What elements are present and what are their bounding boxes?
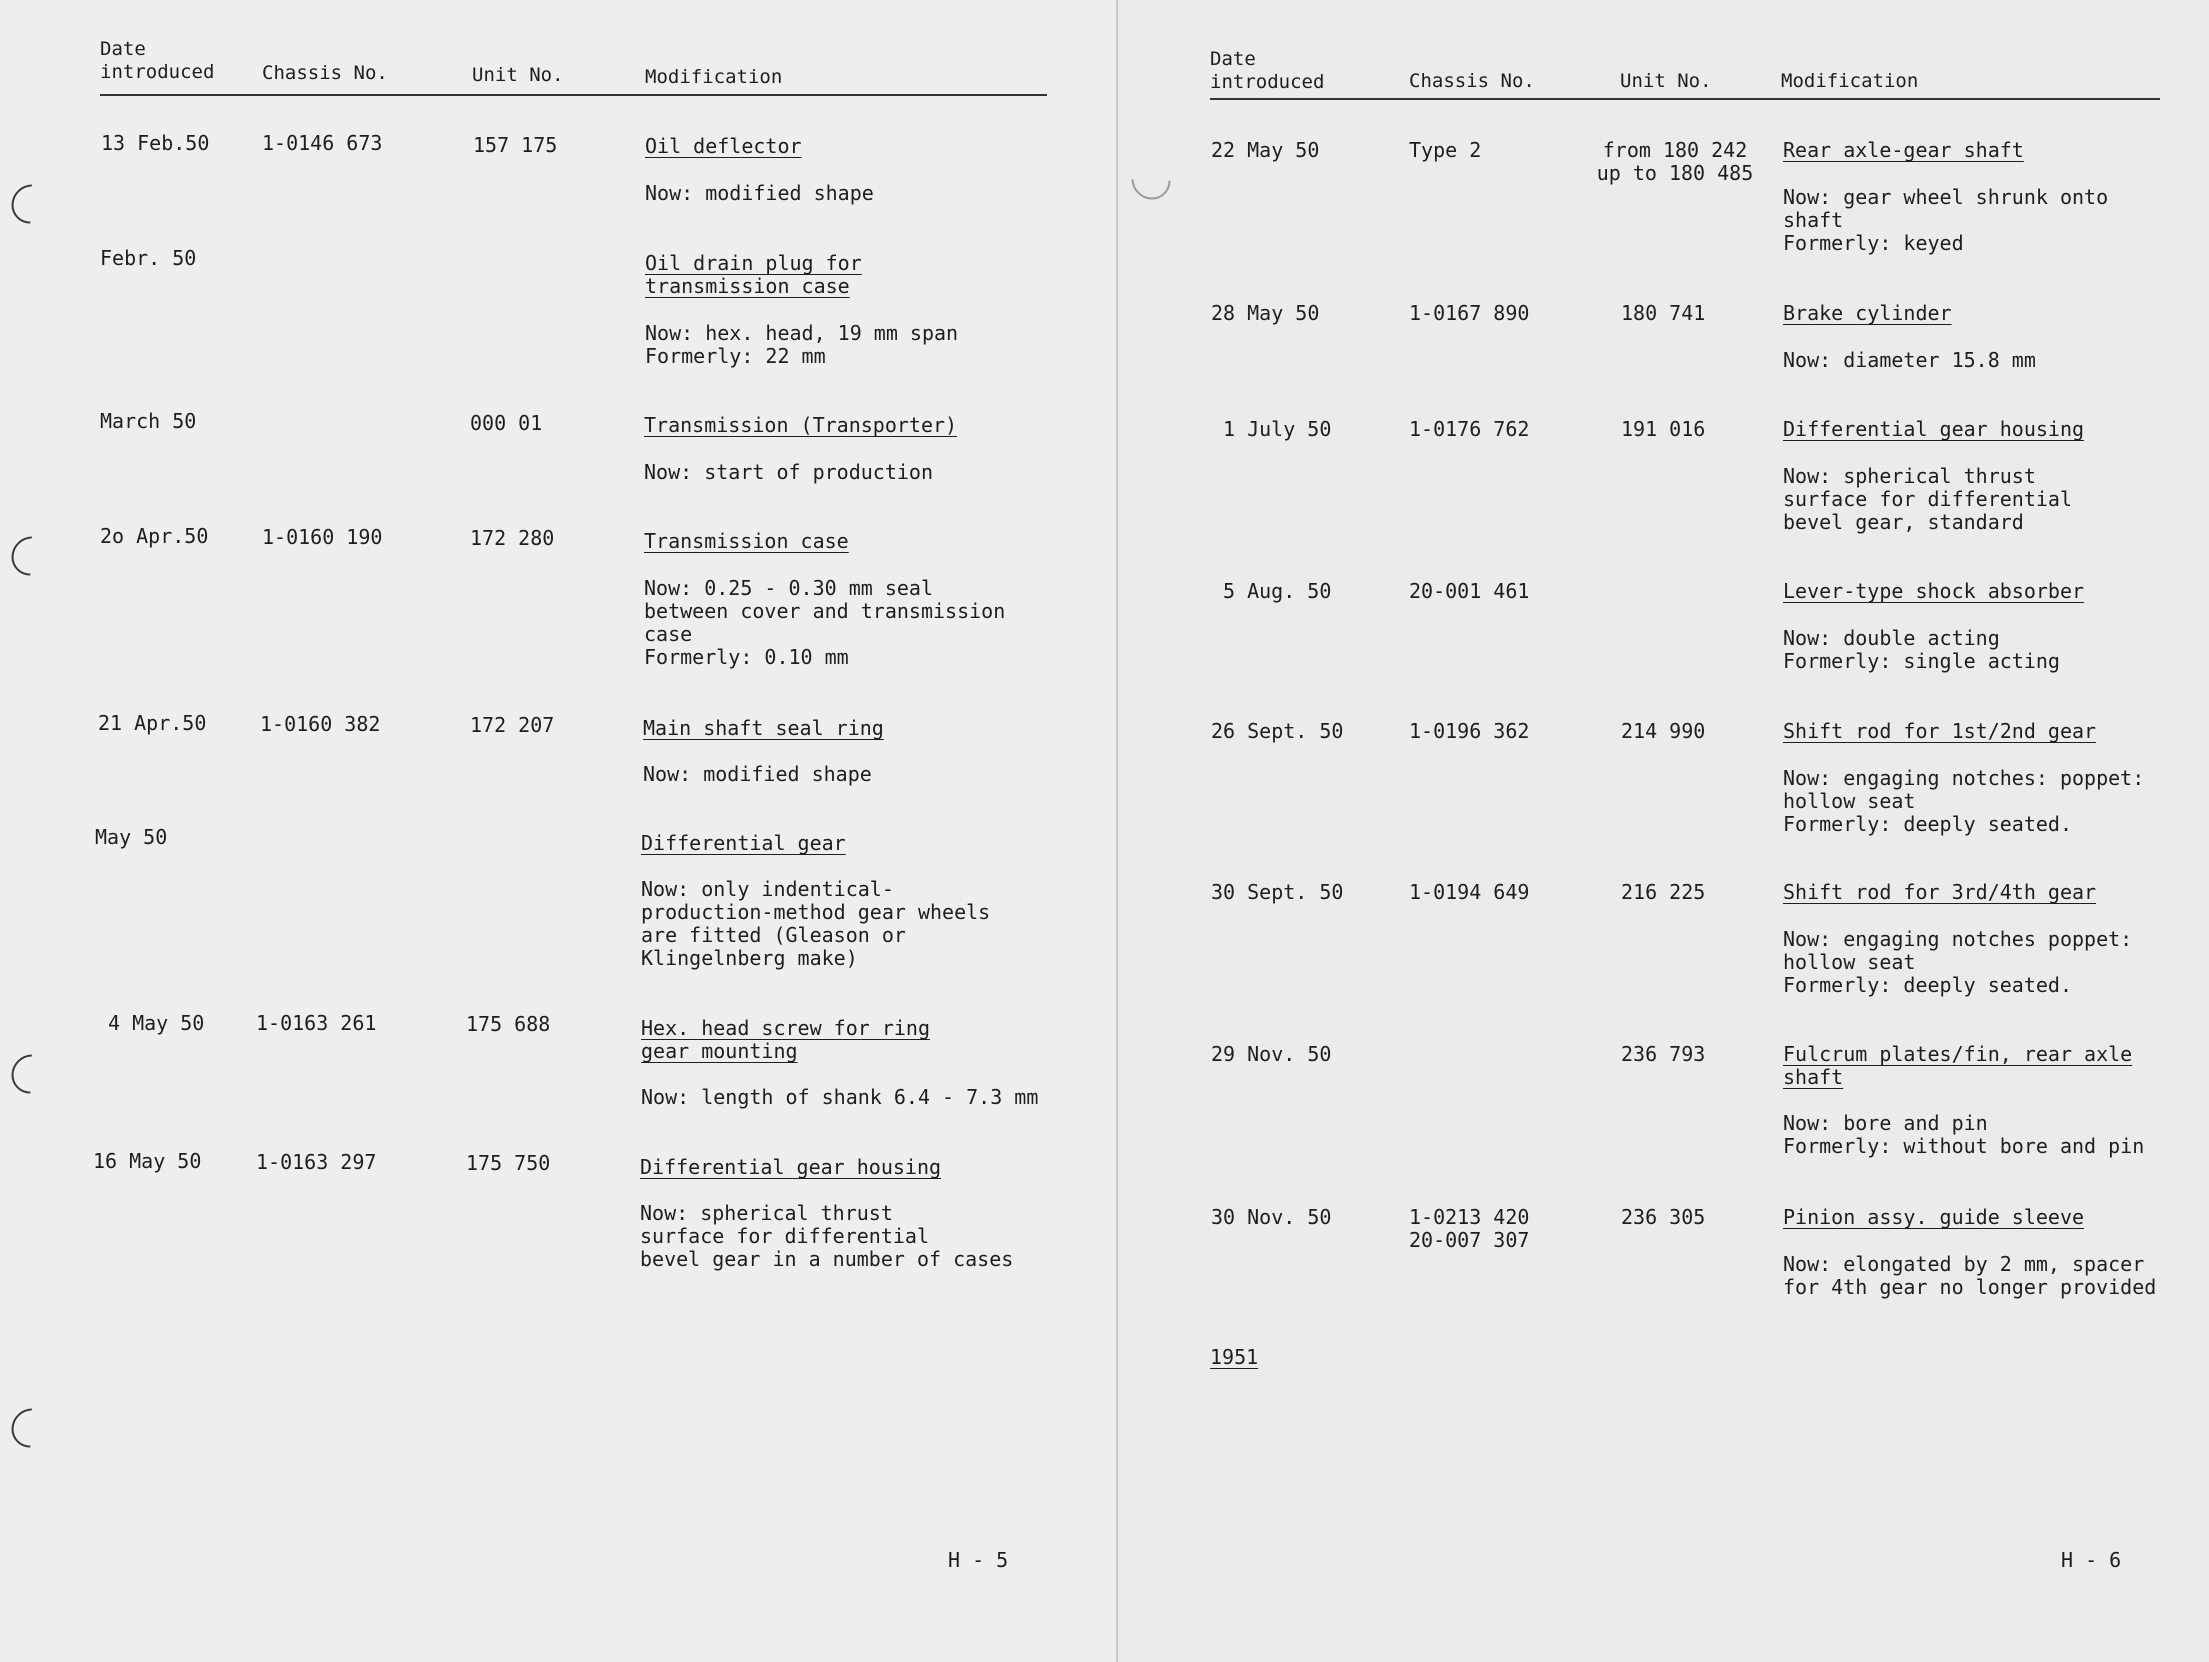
row-chassis: 1-0163 297 — [256, 1150, 377, 1174]
row-desc: Now: double acting Formerly: single acting — [1783, 626, 2060, 673]
row-title: Oil deflector — [645, 134, 802, 158]
punch-hole-icon — [3, 1400, 58, 1455]
row-desc: Now: modified shape — [643, 762, 872, 786]
row-date: 29 Nov. 50 — [1211, 1042, 1332, 1066]
header-chassis: Chassis No. — [1409, 70, 1535, 92]
row-title: Fulcrum plates/fin, rear axle shaft — [1783, 1042, 2133, 1089]
row-date: 4 May 50 — [108, 1011, 205, 1035]
row-date: Febr. 50 — [100, 246, 197, 270]
row-title: Brake cylinder — [1783, 301, 1952, 325]
row-desc: Now: engaging notches poppet: hollow seat Formerly: deeply seated. — [1783, 927, 2133, 997]
row-chassis: Type 2 — [1409, 138, 1482, 162]
row-chassis: 1-0163 261 — [256, 1011, 377, 1035]
row-date: May 50 — [95, 825, 168, 849]
row-desc: Now: spherical thrust surface for differential bevel gear, standard — [1783, 464, 2072, 534]
header-chassis: Chassis No. — [262, 62, 388, 84]
row-date: 30 Sept. 50 — [1211, 880, 1344, 904]
row-title: Lever-type shock absorber — [1783, 579, 2085, 603]
header-date: Date introduced — [1210, 48, 1325, 93]
row-date: 16 May 50 — [93, 1149, 202, 1173]
header-rule — [1210, 98, 2160, 100]
row-title: Differential gear housing — [640, 1155, 942, 1179]
header-unit: Unit No. — [1620, 70, 1712, 92]
row-unit: 214 990 — [1621, 719, 1706, 743]
row-unit: 236 305 — [1621, 1205, 1706, 1229]
row-desc: Now: 0.25 - 0.30 mm seal between cover and transmission case Formerly: 0.10 mm — [644, 576, 1006, 669]
row-unit: 175 750 — [466, 1151, 551, 1175]
row-date: 21 Apr.50 — [98, 711, 207, 735]
row-date: 30 Nov. 50 — [1211, 1205, 1332, 1229]
row-date: 26 Sept. 50 — [1211, 719, 1344, 743]
row-chassis: 1-0146 673 — [262, 131, 383, 155]
row-desc: Now: elongated by 2 mm, spacer for 4th gear no longer provided — [1783, 1252, 2157, 1299]
punch-hole-icon — [3, 1046, 58, 1101]
header-modification: Modification — [1781, 70, 1919, 92]
row-chassis: 1-0167 890 — [1409, 301, 1530, 325]
punch-hole-icon — [3, 176, 58, 231]
row-unit: 172 207 — [470, 713, 555, 737]
row-date: 22 May 50 — [1211, 138, 1320, 162]
row-desc: Now: gear wheel shrunk onto shaft Formerly: keyed — [1783, 185, 2109, 255]
row-title: Transmission case — [644, 529, 849, 553]
row-unit: 000 01 — [470, 411, 543, 435]
year-heading: 1951 — [1210, 1345, 1259, 1369]
row-unit: 180 741 — [1621, 301, 1706, 325]
row-desc: Now: diameter 15.8 mm — [1783, 348, 2036, 372]
punch-hole-icon — [1123, 152, 1178, 207]
row-date: 5 Aug. 50 — [1223, 579, 1332, 603]
row-title: Oil drain plug for transmission case — [645, 251, 862, 298]
row-date: 2o Apr.50 — [100, 524, 209, 548]
row-desc: Now: engaging notches: poppet: hollow seat Formerly: deeply seated. — [1783, 766, 2145, 836]
row-title: Differential gear housing — [1783, 417, 2085, 441]
row-desc: Now: hex. head, 19 mm span Formerly: 22 mm — [645, 321, 959, 368]
row-chassis: 1-0194 649 — [1409, 880, 1530, 904]
page-number: H - 6 — [2061, 1548, 2122, 1572]
row-title: Shift rod for 1st/2nd gear — [1783, 719, 2097, 743]
row-chassis: 1-0213 420 20-007 307 — [1409, 1205, 1530, 1252]
row-date: 28 May 50 — [1211, 301, 1320, 325]
row-unit: 216 225 — [1621, 880, 1706, 904]
row-unit: from 180 242 up to 180 485 — [1596, 138, 1754, 185]
row-desc: Now: bore and pin Formerly: without bore and pin — [1783, 1111, 2145, 1158]
row-unit: 236 793 — [1621, 1042, 1706, 1066]
row-unit: 172 280 — [470, 526, 555, 550]
right-page — [1118, 0, 2209, 1662]
row-title: Differential gear — [641, 831, 846, 855]
row-title: Hex. head screw for ring gear mounting — [641, 1016, 930, 1063]
row-title: Rear axle-gear shaft — [1783, 138, 2024, 162]
header-modification: Modification — [645, 66, 783, 88]
row-title: Main shaft seal ring — [643, 716, 884, 740]
row-chassis: 1-0176 762 — [1409, 417, 1530, 441]
row-desc: Now: modified shape — [645, 181, 874, 205]
row-date: 13 Feb.50 — [101, 131, 210, 155]
row-title: Transmission (Transporter) — [644, 413, 958, 437]
row-unit: 157 175 — [473, 133, 558, 157]
header-rule — [100, 94, 1047, 96]
punch-hole-icon — [3, 528, 58, 583]
row-desc: Now: only indentical- production-method gear wheels are fitted (Gleason or Klingelnberg make) — [641, 877, 991, 970]
row-unit: 191 016 — [1621, 417, 1706, 441]
header-unit: Unit No. — [472, 64, 564, 86]
row-unit: 175 688 — [466, 1012, 551, 1036]
page-number: H - 5 — [948, 1548, 1009, 1572]
row-title: Shift rod for 3rd/4th gear — [1783, 880, 2097, 904]
row-chassis: 1-0196 362 — [1409, 719, 1530, 743]
row-date: March 50 — [100, 409, 197, 433]
row-chassis: 1-0160 190 — [262, 525, 383, 549]
row-desc: Now: start of production — [644, 460, 933, 484]
row-date: 1 July 50 — [1223, 417, 1332, 441]
row-desc: Now: spherical thrust surface for differential bevel gear in a number of cases — [640, 1201, 1014, 1271]
row-chassis: 1-0160 382 — [260, 712, 381, 736]
row-chassis: 20-001 461 — [1409, 579, 1530, 603]
row-desc: Now: length of shank 6.4 - 7.3 mm — [641, 1085, 1039, 1109]
row-title: Pinion assy. guide sleeve — [1783, 1205, 2085, 1229]
header-date: Date introduced — [100, 38, 215, 83]
